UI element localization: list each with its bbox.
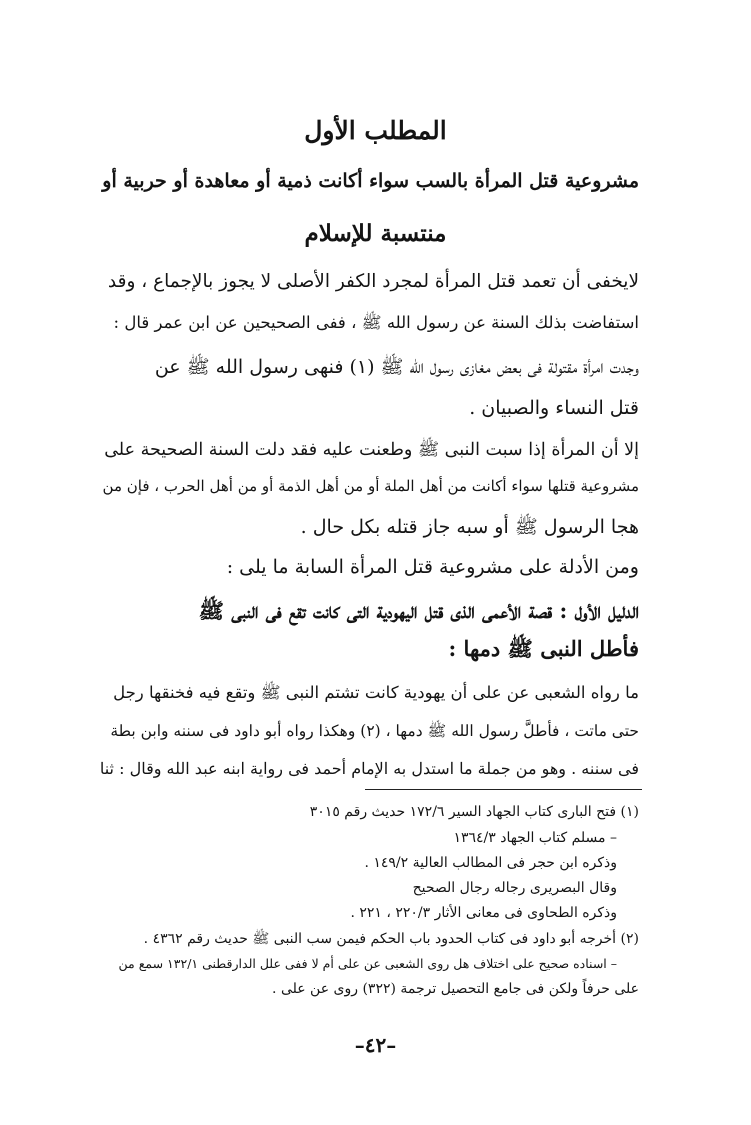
subtitle-line-1: مشروعية قتل المرأة بالسب سواء أكانت ذمية أو معاهدة أو حربية أو	[102, 170, 639, 192]
footnote-line: وذكره ابن حجر فى المطالب العالية ١٤٩/٢ .	[364, 855, 617, 871]
paragraph-1-line: استفاضت بذلك السنة عن رسول الله ﷺ ، ففى الصحيحين عن ابن عمر قال :	[113, 313, 639, 332]
paragraph-3-line: ومن الأدلة على مشروعية قتل المرأة السابة ما يلى :	[226, 556, 639, 578]
footnote-line: وذكره الطحاوى فى معانى الأثار ٢٢٠/٣ ، ٢٢١ .	[350, 905, 617, 921]
paragraph-4-line: ما رواه الشعبى عن على أن يهودية كانت تشتم النبى ﷺ وتقع فيه فخنقها رجل	[113, 683, 639, 702]
paragraph-2-line: مشروعية قتلها سواء أكانت من أهل الملة أو من أهل الذمة أو من أهل الحرب ، فإن من	[102, 477, 639, 495]
paragraph-4-line: حتى ماتت ، فأطلَّ رسول الله ﷺ دمها ، (٢) وهكذا رواه أبو داود فى سننه وابن بطة	[110, 722, 639, 740]
footnote-line: – اسناده صحيح على اختلاف هل روى الشعبى عن على أم لا ففى علل الدارقطنى ١٣٢/١ سمع من	[118, 956, 617, 971]
paragraph-1-line: قتل النساء والصبيان .	[469, 397, 639, 419]
evidence-heading-line-1	[199, 598, 639, 629]
footnote-line: على حرفاً ولكن فى جامع التحصيل ترجمة (٣٢٢) روى عن على .	[272, 981, 639, 997]
paragraph-4-line: فى سننه . وهو من جملة ما استدل به الإمام أحمد فى رواية ابنه عبد الله وقال : ثنا	[99, 759, 639, 778]
paragraph-2-line: هجا الرسول ﷺ أو سبه جاز قتله بكل حال .	[300, 516, 639, 538]
page-number: –٤٢–	[354, 1033, 397, 1057]
footnote-separator	[365, 789, 642, 790]
footnote-line: – مسلم كتاب الجهاد ١٣٦٤/٣	[453, 830, 617, 846]
footnote-line: (١) فتح البارى كتاب الجهاد السير ١٧٢/٦ حديث رقم ٣٠١٥	[309, 804, 639, 820]
paragraph-1-line: لايخفى أن تعمد قتل المرأة لمجرد الكفر الأصلى لا يجوز بالإجماع ، وقد	[107, 271, 639, 292]
evidence-title: قصة الأعمى الذى قتل اليهودية التى كانت تقع فى النبى ﷺ	[198, 598, 553, 623]
footnote-line: وقال البصريرى رجاله رجال الصحيح	[412, 880, 617, 896]
section-title: المطلب الأول	[304, 116, 447, 145]
footnote-line: (٢) أخرجه أبو داود فى كتاب الحدود باب الحكم فيمن سب النبى ﷺ حديث رقم ٤٣٦٢ .	[143, 931, 639, 947]
subtitle-line-2: منتسبة للإسلام	[304, 220, 447, 247]
evidence-label: الدليل الأول :	[559, 598, 639, 623]
paragraph-2-line: إلا أن المرأة إذا سبت النبى ﷺ وطعنت عليه فقد دلت السنة الصحيحة على	[104, 440, 639, 460]
evidence-heading-line-2: فأطل النبى ﷺ دمها :	[448, 636, 639, 661]
paragraph-1-line: وجدت امرأة مقتولة فى بعض مغازى رسول الله ﷺ (١) فنهى رسول الله ﷺ عن	[154, 356, 639, 378]
